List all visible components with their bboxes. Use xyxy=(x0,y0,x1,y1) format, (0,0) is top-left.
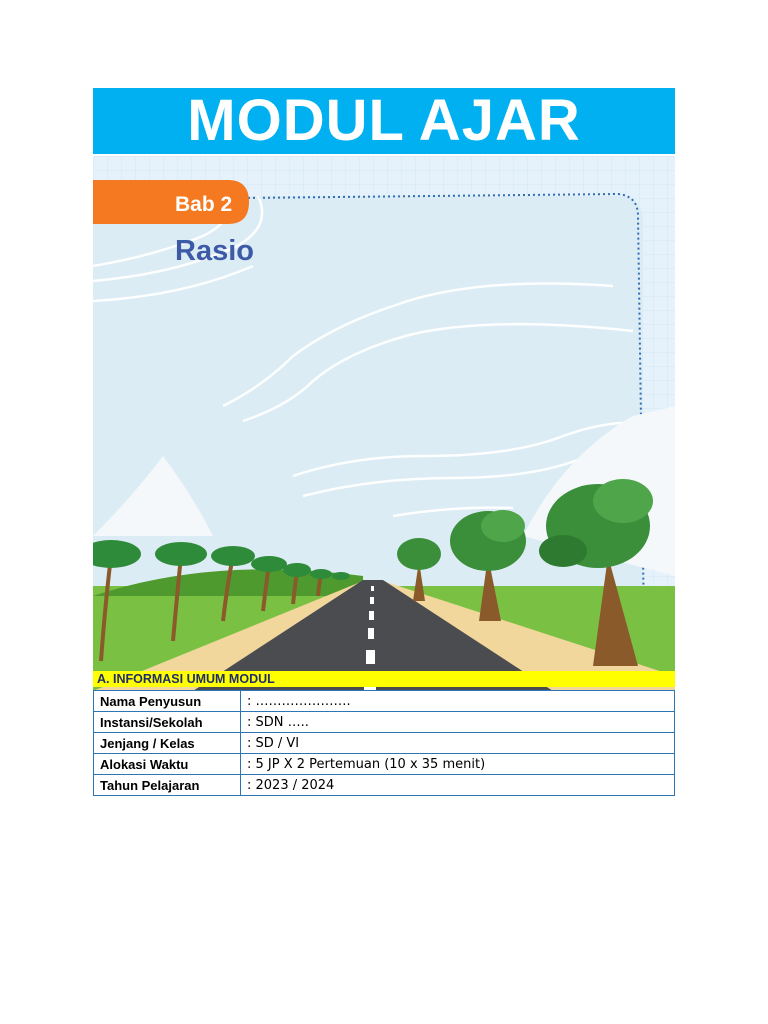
table-row xyxy=(94,712,675,733)
row-value: : 5 JP X 2 Pertemuan (10 x 35 menit) xyxy=(241,754,675,775)
table-row xyxy=(94,775,675,796)
table-row xyxy=(94,691,675,712)
table-row xyxy=(94,754,675,775)
table-row xyxy=(94,733,675,754)
chapter-badge-label: Bab 2 xyxy=(175,193,233,216)
row-label: Jenjang / Kelas xyxy=(94,733,241,754)
section-a-heading: A. INFORMASI UMUM MODUL xyxy=(93,671,675,687)
row-value: : 2023 / 2024 xyxy=(241,775,675,796)
row-label: Alokasi Waktu xyxy=(94,754,241,775)
document-title: MODUL AJAR xyxy=(187,88,581,153)
row-value: : SD / VI xyxy=(241,733,675,754)
module-info-table xyxy=(93,690,675,796)
row-label: Tahun Pelajaran xyxy=(94,775,241,796)
chapter-title: Rasio xyxy=(175,235,254,267)
row-label: Nama Penyusun xyxy=(94,691,241,712)
row-label: Instansi/Sekolah xyxy=(94,712,241,733)
row-value: : …………………. xyxy=(241,691,675,712)
title-bar xyxy=(93,88,675,154)
row-value: : SDN ….. xyxy=(241,712,675,733)
cover-illustration xyxy=(93,156,675,691)
